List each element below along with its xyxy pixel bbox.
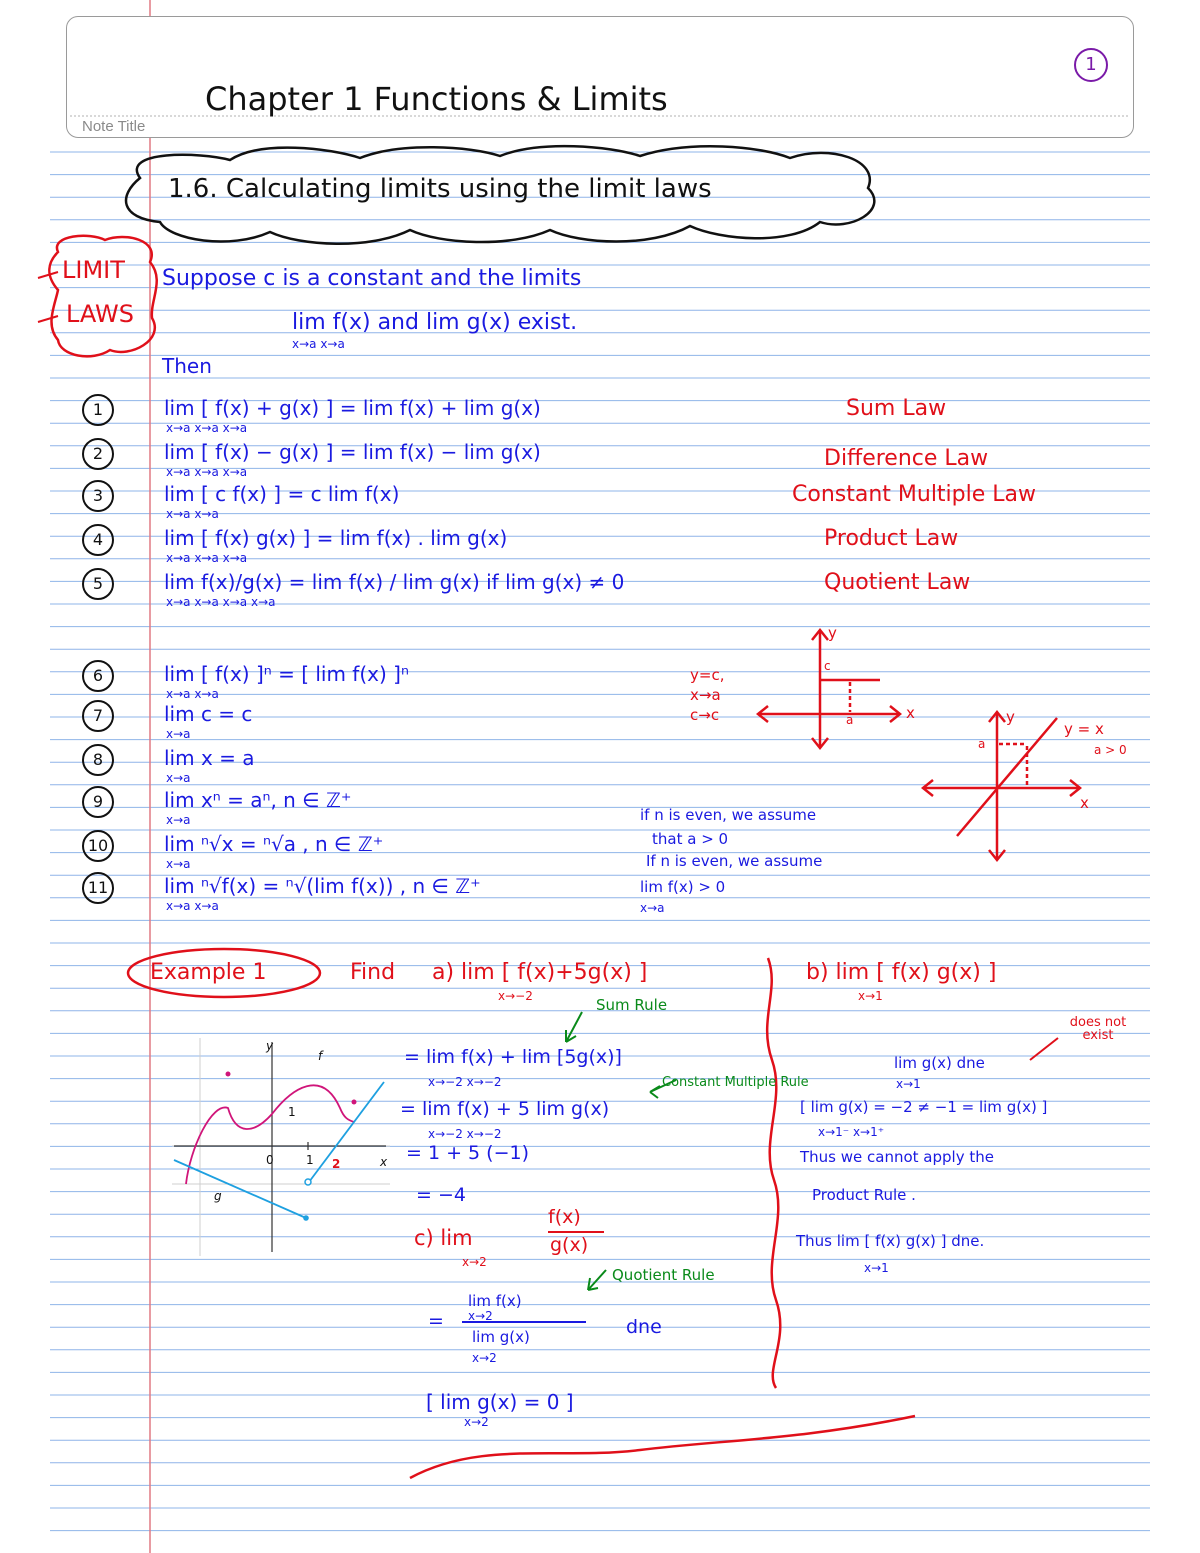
section-title: 1.6. Calculating limits using the limit laws (168, 174, 712, 204)
law-number-6: 6 (82, 660, 114, 692)
sketch-constant-y-label: y (828, 624, 837, 642)
part-c-step-numerator: lim f(x) (468, 1292, 522, 1310)
law-subscript-6: x→a x→a (166, 687, 219, 701)
part-a-step2: = lim f(x) + 5 lim g(x) (400, 1098, 610, 1120)
part-b-line1-sub: x→1 (896, 1077, 921, 1091)
sketch-identity-line-label: y = x (1064, 720, 1104, 738)
law-number-11: 11 (82, 872, 114, 904)
law-subscript-10: x→a (166, 857, 191, 871)
part-c-label: c) lim (414, 1226, 473, 1250)
part-c-dne: dne (626, 1316, 662, 1338)
law-subscript-2: x→a x→a x→a (166, 465, 248, 479)
example-part-a: a) lim [ f(x)+5g(x) ] (432, 960, 648, 985)
law-number-9: 9 (82, 786, 114, 818)
graph-tick-2-x: 2 (332, 1157, 341, 1171)
law-number-1: 1 (82, 394, 114, 426)
law11-note-line2: lim f(x) > 0 (640, 878, 726, 896)
part-c-bracket: [ lim g(x) = 0 ] (426, 1390, 574, 1414)
part-c-step-denominator: lim g(x) (472, 1328, 530, 1346)
part-a-step2-sub: x→−2 x→−2 (428, 1127, 502, 1141)
law10-note-line2: that a > 0 (652, 830, 729, 848)
sketch-identity-line-sub: a > 0 (1094, 743, 1127, 757)
constant-multiple-note: Constant Multiple Rule (662, 1075, 809, 1090)
example-part-a-sub: x→−2 (498, 989, 533, 1003)
law-subscript-7: x→a (166, 727, 191, 741)
example-tag: Example 1 (150, 960, 267, 985)
sketch-constant-note1: y=c, (690, 666, 725, 684)
law-name-3: Constant Multiple Law (792, 482, 1037, 507)
law-formula-6: lim [ f(x) ]ⁿ = [ lim f(x) ]ⁿ (164, 662, 409, 686)
law-subscript-3: x→a x→a (166, 507, 219, 521)
part-b-line2: [ lim g(x) = −2 ≠ −1 = lim g(x) ] (800, 1098, 1048, 1116)
sketch-identity-x-label: x (1080, 794, 1089, 812)
sketch-identity-a-label: a (978, 737, 986, 751)
sketch-constant-c-label: c (824, 659, 831, 673)
part-c-equals: = (428, 1310, 444, 1332)
graph-f-endpoint (352, 1100, 357, 1105)
law-number-8: 8 (82, 744, 114, 776)
law11-note-subscript: x→a (640, 901, 665, 915)
graph-f-label: f (318, 1049, 323, 1063)
page-number-badge: 1 (1074, 48, 1108, 82)
graph-x-label: x (380, 1155, 388, 1169)
law-subscript-11: x→a x→a (166, 899, 219, 913)
law11-note-line1: If n is even, we assume (646, 852, 823, 870)
law-subscript-9: x→a (166, 813, 191, 827)
sketch-constant-x-label: x (906, 704, 915, 722)
graph-origin-label: 0 (266, 1153, 274, 1167)
example-graph (172, 1038, 390, 1256)
part-c-sub: x→2 (462, 1255, 487, 1269)
law-formula-1: lim [ f(x) + g(x) ] = lim f(x) + lim g(x) (164, 396, 541, 420)
intro-line2-subscript: x→a x→a (292, 337, 345, 351)
graph-f-point (226, 1072, 231, 1077)
intro-line1: Suppose c is a constant and the limits (162, 266, 582, 291)
law-formula-8: lim x = a (164, 746, 255, 770)
example-part-b: b) lim [ f(x) g(x) ] (806, 960, 997, 985)
part-b-line2-sub: x→1⁻ x→1⁺ (818, 1125, 885, 1139)
law-subscript-1: x→a x→a x→a (166, 421, 248, 435)
sketch-constant-note3: c→c (690, 706, 720, 724)
law-subscript-4: x→a x→a x→a (166, 551, 248, 565)
law-formula-3: lim [ c f(x) ] = c lim f(x) (164, 482, 400, 506)
law-formula-2: lim [ f(x) − g(x) ] = lim f(x) − lim g(x) (164, 440, 541, 464)
law-formula-11: lim ⁿ√f(x) = ⁿ√(lim f(x)) , n ∈ ℤ⁺ (164, 874, 481, 898)
part-b-line4: Product Rule . (812, 1186, 916, 1204)
part-a-step1: = lim f(x) + lim [5g(x)] (404, 1046, 622, 1068)
law-number-7: 7 (82, 700, 114, 732)
quotient-rule-note: Quotient Rule (612, 1266, 715, 1284)
part-a-step3: = 1 + 5 (−1) (406, 1142, 530, 1164)
part-b-line5: Thus lim [ f(x) g(x) ] dne. (796, 1232, 985, 1250)
sketch-constant-a-label: a (846, 713, 854, 727)
law-number-5: 5 (82, 568, 114, 600)
graph-tick-1-x: 1 (306, 1153, 314, 1167)
law-number-10: 10 (82, 830, 114, 862)
law-formula-4: lim [ f(x) g(x) ] = lim f(x) . lim g(x) (164, 526, 508, 550)
part-c-step-numerator-sub: x→2 (468, 1309, 493, 1323)
graph-tick-1-y: 1 (288, 1105, 296, 1119)
law10-note-line1: if n is even, we assume (640, 806, 817, 824)
part-c-numerator: f(x) (548, 1206, 581, 1228)
law-formula-9: lim xⁿ = aⁿ, n ∈ ℤ⁺ (164, 788, 352, 812)
part-c-denominator: g(x) (550, 1234, 589, 1256)
law-number-4: 4 (82, 524, 114, 556)
law-number-2: 2 (82, 438, 114, 470)
part-a-step1-sub: x→−2 x→−2 (428, 1075, 502, 1089)
graph-g-closed-point (303, 1215, 309, 1221)
law-subscript-8: x→a (166, 771, 191, 785)
part-b-line1: lim g(x) dne (894, 1054, 985, 1072)
intro-line2: lim f(x) and lim g(x) exist. (292, 310, 578, 335)
law-name-2: Difference Law (824, 446, 989, 471)
sketch-constant-note2: x→a (690, 686, 721, 704)
law-name-5: Quotient Law (824, 570, 971, 595)
does-not-exist-note: does not exist (1069, 1015, 1127, 1043)
law-formula-7: lim c = c (164, 702, 253, 726)
law-subscript-5: x→a x→a x→a x→a (166, 595, 276, 609)
law-name-4: Product Law (824, 526, 959, 551)
graph-g-open-point (305, 1179, 311, 1185)
part-b-line3: Thus we cannot apply the (800, 1148, 994, 1166)
limit-laws-tag-line2: LAWS (66, 300, 134, 328)
part-a-step4: = −4 (416, 1184, 466, 1206)
law-formula-10: lim ⁿ√x = ⁿ√a , n ∈ ℤ⁺ (164, 832, 384, 856)
note-title-label: Note Title (82, 118, 146, 135)
graph-y-label: y (266, 1039, 274, 1053)
law-name-1: Sum Law (846, 396, 947, 421)
example-part-b-sub: x→1 (858, 989, 883, 1003)
part-c-bracket-sub: x→2 (464, 1415, 489, 1429)
chapter-title: Chapter 1 Functions & Limits (205, 80, 668, 118)
example-find: Find (350, 960, 396, 985)
sum-rule-note: Sum Rule (596, 996, 668, 1014)
sketch-identity-y-label: y (1006, 708, 1015, 726)
limit-laws-tag-line1: LIMIT (62, 256, 125, 284)
graph-g-label: g (214, 1189, 222, 1203)
intro-then: Then (162, 354, 212, 378)
law-formula-5: lim f(x)/g(x) = lim f(x) / lim g(x) if lim g(x) ≠ 0 (164, 570, 625, 594)
law-number-3: 3 (82, 480, 114, 512)
part-b-line5-sub: x→1 (864, 1261, 889, 1275)
part-c-step-denominator-sub: x→2 (472, 1351, 497, 1365)
